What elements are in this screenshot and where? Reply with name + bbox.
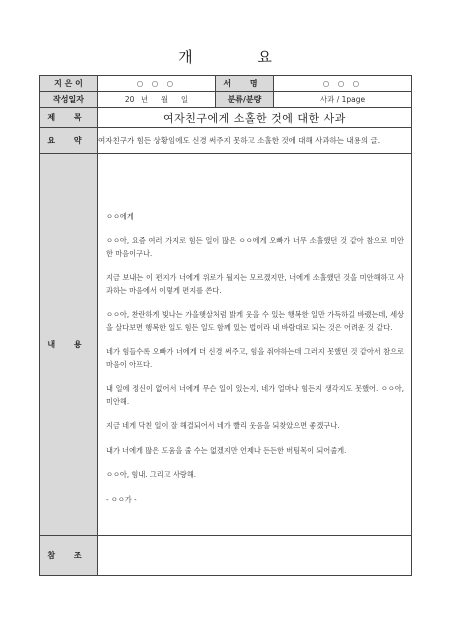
subject-label [40, 108, 98, 128]
category-value: 사과 / 1page [274, 92, 412, 108]
letter-greeting: ㅇㅇ에게 [106, 211, 134, 221]
signature-value: ○ ○ ○ [274, 76, 412, 92]
summary-value: 여자친구가 힘든 상황임에도 신경 써주지 못하고 소홀한 것에 대해 사과하는 내용의 글. [98, 128, 412, 154]
summary-form-table [39, 75, 412, 576]
signature-label [216, 76, 274, 92]
letter-signoff: - ㅇㅇ가 - [106, 494, 137, 504]
letter-paragraph: 네가 힘들수록 오빠가 너에게 더 신경 써주고, 힘을 줘야하는데 그러지 못했던 것 같아서 참으로 마음이 아프다. [106, 347, 404, 369]
content-body [98, 154, 412, 536]
summary-label [40, 128, 98, 154]
letter-paragraph: ㅇㅇ아, 찬란하게 빛나는 가을햇살처럼 밝게 웃을 수 있는 행복한 일만 가득하길 바랬는데, 세상을 살다보면 행복한 일도 힘든 일도 함께 있는 법이라 내 바람대로 되는 것은 어려운 것 같다. [106, 310, 404, 332]
date-value [98, 92, 216, 108]
content-label-text: 내 용 [47, 340, 90, 349]
subject-value: 여자친구에게 소홀한 것에 대한 사과 [98, 108, 412, 128]
content-label [40, 154, 98, 536]
category-label: 분류/분량 [216, 92, 274, 108]
summary-label-text: 요 약 [47, 136, 90, 145]
letter-paragraph: 지금 네게 닥친 일이 잘 해결되어서 네가 빨리 웃음을 되찾았으면 좋겠구나. [106, 421, 340, 431]
author-label: 지 은 이 [40, 76, 98, 92]
reference-label [40, 536, 98, 576]
date-label: 작성일자 [40, 92, 98, 108]
subject-label-text: 제 목 [47, 113, 90, 122]
date-value-text: 20 년 월 일 [124, 95, 189, 104]
letter-paragraph: ㅇㅇ아, 요즘 여러 가지로 힘든 일이 많은 ㅇㅇ에게 오빠가 너무 소홀했던 것 같아 참으로 미안한 마음이구나. [106, 236, 404, 258]
document-title: 개 요 [178, 48, 302, 66]
author-value: ○ ○ ○ [98, 76, 216, 92]
signature-label-text: 서 명 [223, 79, 266, 88]
reference-label-text: 참 조 [47, 551, 90, 560]
letter-paragraph: ㅇㅇ아, 힘내. 그리고 사랑해. [106, 470, 197, 480]
letter-body [98, 183, 411, 507]
letter-paragraph: 내 일에 정신이 없어서 너에게 무슨 일이 있는지, 네가 얼마나 힘든지 생각지도 못했어. ㅇㅇ아, 미안해. [106, 384, 404, 406]
reference-value [98, 536, 412, 576]
letter-paragraph: 내가 너에게 많은 도움을 줄 수는 없겠지만 언제나 든든한 버팀목이 되어줄게. [106, 445, 347, 455]
letter-paragraph: 지금 보내는 이 편지가 너에게 위로가 될지는 모르겠지만, 너에게 소홀했던 것을 미안해하고 사과하는 마음에서 이렇게 편지를 쓴다. [106, 273, 404, 295]
